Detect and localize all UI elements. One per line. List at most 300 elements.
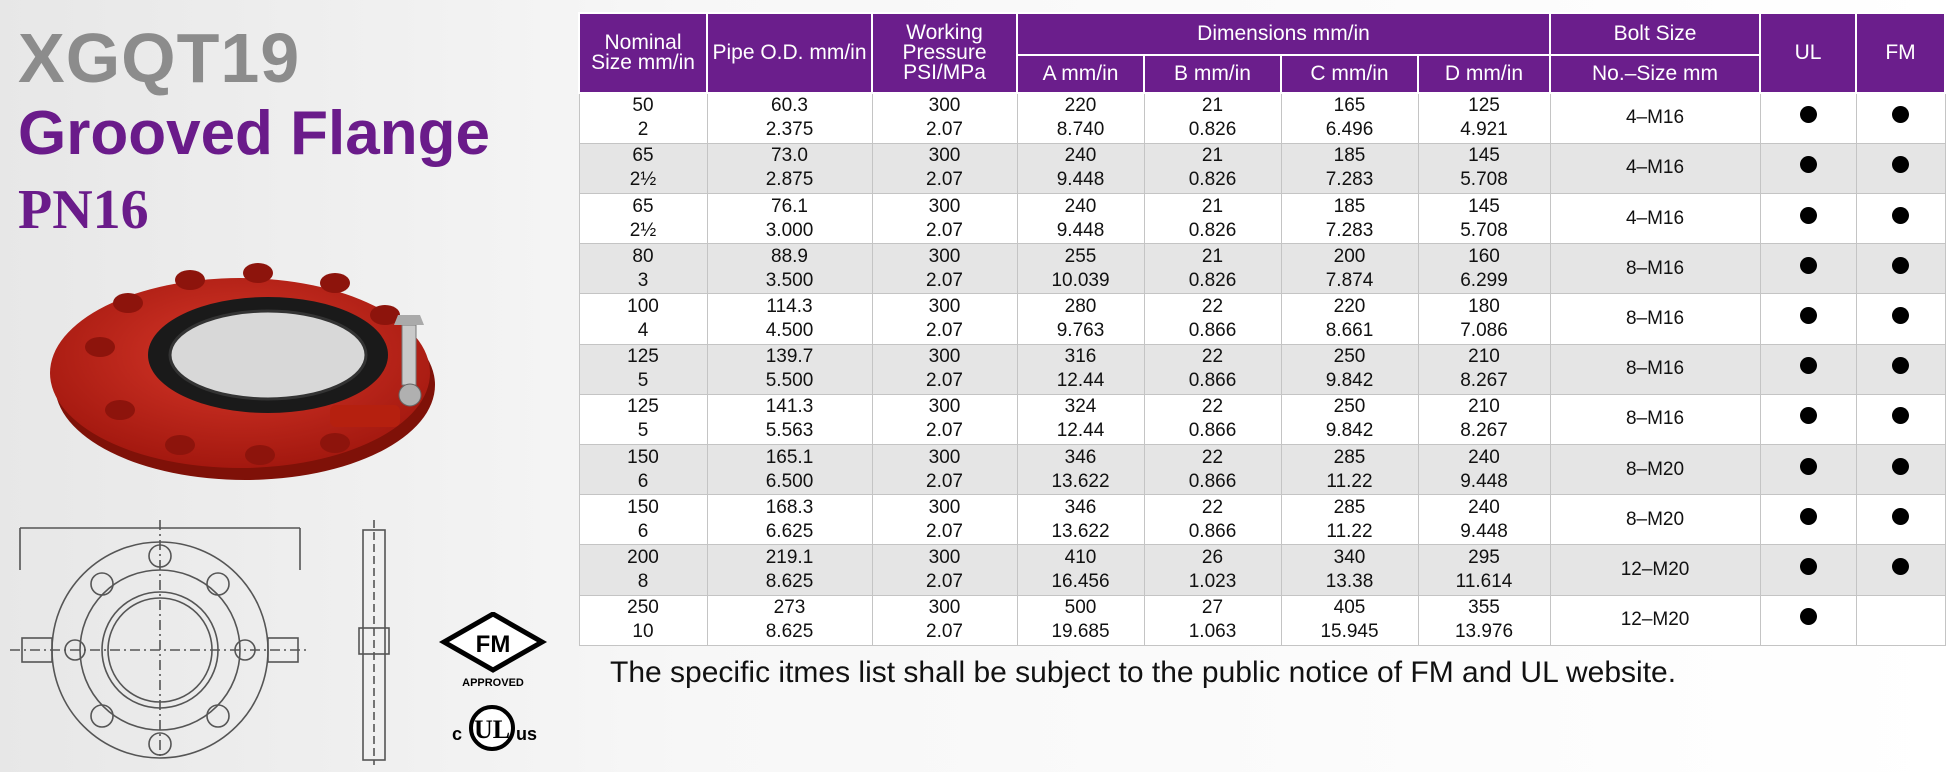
fm-listed-dot-icon xyxy=(1892,207,1909,224)
fm-listed-dot-icon xyxy=(1892,307,1909,324)
cell-dim-d-value: 7.086 xyxy=(1460,319,1508,341)
cell-dim-b xyxy=(1144,445,1281,495)
cell-dim-a-value: 346 xyxy=(1064,446,1097,468)
header-nominal-size: Nominal Size mm/in xyxy=(579,13,707,93)
cell-dim-b-value: 0.866 xyxy=(1188,520,1237,542)
cell-dim-d-value: 9.448 xyxy=(1460,470,1508,492)
cell-ul-listed xyxy=(1760,595,1856,645)
cell-pipe-od-value: 219.1 xyxy=(765,547,814,569)
cell-dim-d-value: 6.299 xyxy=(1460,269,1508,291)
cell-working-pressure-value: 2.07 xyxy=(926,319,963,341)
cell-bolt-size: 4–M16 xyxy=(1550,193,1760,243)
cell-pipe-od-value: 60.3 xyxy=(771,95,808,117)
cell-fm-listed xyxy=(1856,244,1945,294)
cell-nominal-size-value: 3 xyxy=(637,269,649,291)
cell-working-pressure-value: 300 xyxy=(928,245,961,267)
cell-pipe-od xyxy=(707,93,872,143)
cell-dim-d-value: 4.921 xyxy=(1460,119,1508,141)
ul-listed-dot-icon xyxy=(1800,407,1817,424)
ul-us-mark: us xyxy=(516,724,538,744)
cell-bolt-size: 12–M20 xyxy=(1550,545,1760,595)
cell-working-pressure-value: 300 xyxy=(928,346,961,368)
cell-fm-listed xyxy=(1856,595,1945,645)
cell-dim-b-value: 22 xyxy=(1201,496,1224,518)
cell-nominal-size-value: 6 xyxy=(637,520,649,542)
cell-nominal-size xyxy=(579,344,707,394)
cell-dim-a-value: 220 xyxy=(1064,95,1097,117)
culus-logo xyxy=(448,700,558,752)
cell-pipe-od-value: 6.625 xyxy=(765,520,814,542)
cell-dim-b-value: 0.866 xyxy=(1188,370,1237,392)
cell-working-pressure-value: 300 xyxy=(928,95,961,117)
table-row xyxy=(579,445,1945,495)
cell-dim-d-value: 295 xyxy=(1468,547,1500,569)
cell-nominal-size xyxy=(579,495,707,545)
cell-pipe-od-value: 3.000 xyxy=(765,219,814,241)
ul-c-mark: c xyxy=(452,724,463,744)
ul-listed-dot-icon xyxy=(1800,608,1817,625)
cell-dim-a-value: 240 xyxy=(1064,195,1097,217)
cell-nominal-size-value: 2 xyxy=(637,119,649,141)
cell-dim-b-value: 21 xyxy=(1201,95,1224,117)
product-panel xyxy=(0,0,580,772)
cell-fm-listed xyxy=(1856,143,1945,193)
cell-ul-listed xyxy=(1760,495,1856,545)
cell-dim-d-value: 5.708 xyxy=(1460,169,1508,191)
cell-dim-a-value: 13.622 xyxy=(1051,520,1110,542)
cell-pipe-od-value: 76.1 xyxy=(771,195,808,217)
cell-dim-a xyxy=(1017,595,1144,645)
cell-dim-a xyxy=(1017,495,1144,545)
table-row xyxy=(579,495,1945,545)
fm-listed-dot-icon xyxy=(1892,508,1909,525)
cell-dim-d-value: 240 xyxy=(1468,446,1500,468)
cell-fm-listed xyxy=(1856,394,1945,444)
cell-dim-c xyxy=(1281,394,1418,444)
cell-dim-a-value: 280 xyxy=(1064,295,1097,317)
cell-dim-b-value: 22 xyxy=(1201,446,1224,468)
cell-dim-a-value: 324 xyxy=(1064,396,1097,418)
ul-listed-dot-icon xyxy=(1800,458,1817,475)
cell-nominal-size-value: 125 xyxy=(627,396,659,418)
cell-pipe-od-value: 114.3 xyxy=(766,295,813,317)
cell-dim-c xyxy=(1281,445,1418,495)
cell-fm-listed xyxy=(1856,495,1945,545)
cell-bolt-size: 12–M20 xyxy=(1550,595,1760,645)
cell-pipe-od-value: 8.625 xyxy=(765,571,814,593)
cell-dim-c-value: 7.283 xyxy=(1325,169,1374,191)
cell-ul-listed xyxy=(1760,394,1856,444)
header-bolt-no-size: No.–Size mm xyxy=(1550,55,1760,93)
cell-dim-c xyxy=(1281,595,1418,645)
table-row xyxy=(579,344,1945,394)
cell-nominal-size xyxy=(579,193,707,243)
cell-nominal-size-value: 50 xyxy=(632,95,654,117)
cell-working-pressure-value: 2.07 xyxy=(926,370,963,392)
cell-dim-c-value: 15.945 xyxy=(1320,621,1379,643)
cell-dim-a-value: 9.763 xyxy=(1056,319,1105,341)
ul-listed-dot-icon xyxy=(1800,558,1817,575)
cell-dim-d-value: 210 xyxy=(1468,346,1500,368)
cell-nominal-size-value: 80 xyxy=(632,245,654,267)
cell-dim-c-value: 200 xyxy=(1333,245,1366,267)
fm-approved-logo xyxy=(438,612,548,690)
cell-pipe-od-value: 3.500 xyxy=(765,269,814,291)
cell-working-pressure-value: 300 xyxy=(928,145,961,167)
cell-pipe-od-value: 5.563 xyxy=(765,420,814,442)
cell-dim-a xyxy=(1017,394,1144,444)
cell-pipe-od-value: 273 xyxy=(773,597,806,619)
flange-front-drawing xyxy=(10,510,310,765)
fm-listed-dot-icon xyxy=(1892,257,1909,274)
cell-pipe-od-value: 141.3 xyxy=(765,396,814,418)
fm-logo-text: FM xyxy=(475,631,511,658)
cell-working-pressure-value: 2.07 xyxy=(926,169,963,191)
cell-nominal-size-value: 2½ xyxy=(629,219,657,241)
cell-working-pressure-value: 2.07 xyxy=(926,119,963,141)
cell-working-pressure-value: 2.07 xyxy=(926,470,963,492)
cell-working-pressure xyxy=(872,545,1017,595)
cell-dim-d xyxy=(1418,595,1550,645)
cell-dim-b-value: 0.826 xyxy=(1188,269,1237,291)
cell-pipe-od xyxy=(707,545,872,595)
cell-pipe-od xyxy=(707,193,872,243)
cell-dim-a xyxy=(1017,545,1144,595)
cell-pipe-od xyxy=(707,394,872,444)
cell-nominal-size-value: 150 xyxy=(627,496,659,518)
cell-nominal-size xyxy=(579,394,707,444)
cell-working-pressure xyxy=(872,193,1017,243)
header-dimensions: Dimensions mm/in xyxy=(1017,13,1550,55)
cell-dim-c-value: 285 xyxy=(1333,446,1366,468)
specification-rows xyxy=(579,93,1945,646)
table-row xyxy=(579,394,1945,444)
table-row xyxy=(579,143,1945,193)
cell-ul-listed xyxy=(1760,545,1856,595)
cell-dim-d xyxy=(1418,495,1550,545)
cell-dim-d-value: 9.448 xyxy=(1460,520,1508,542)
cell-dim-c-value: 9.842 xyxy=(1325,420,1374,442)
cell-dim-b xyxy=(1144,93,1281,143)
header-dim-d: D mm/in xyxy=(1418,55,1550,93)
cell-nominal-size-value: 150 xyxy=(627,446,659,468)
footnote: The specific itmes list shall be subject to the public notice of FM and UL website. xyxy=(610,656,1677,689)
cell-pipe-od xyxy=(707,143,872,193)
ul-listed-dot-icon xyxy=(1800,207,1817,224)
ul-listed-dot-icon xyxy=(1800,508,1817,525)
cell-dim-c-value: 13.38 xyxy=(1325,571,1374,593)
cell-nominal-size xyxy=(579,445,707,495)
cell-dim-a-value: 10.039 xyxy=(1051,269,1110,291)
cell-bolt-size: 8–M20 xyxy=(1550,445,1760,495)
cell-dim-d-value: 8.267 xyxy=(1460,370,1508,392)
cell-dim-b xyxy=(1144,495,1281,545)
cell-dim-b-value: 21 xyxy=(1201,245,1224,267)
cell-dim-d xyxy=(1418,93,1550,143)
cell-nominal-size-value: 5 xyxy=(637,420,649,442)
cell-dim-b xyxy=(1144,143,1281,193)
cell-pipe-od xyxy=(707,445,872,495)
product-name: Grooved Flange xyxy=(18,99,490,168)
cell-working-pressure-value: 2.07 xyxy=(926,571,963,593)
product-rating: PN16 xyxy=(18,179,149,241)
cell-dim-b-value: 0.826 xyxy=(1188,169,1237,191)
cell-nominal-size-value: 65 xyxy=(632,195,654,217)
cell-bolt-size: 4–M16 xyxy=(1550,93,1760,143)
table-row xyxy=(579,294,1945,344)
cell-dim-b-value: 22 xyxy=(1201,396,1224,418)
cell-working-pressure-value: 2.07 xyxy=(926,219,963,241)
cell-dim-c xyxy=(1281,344,1418,394)
cell-dim-b xyxy=(1144,344,1281,394)
cell-bolt-size: 8–M16 xyxy=(1550,394,1760,444)
cell-working-pressure xyxy=(872,595,1017,645)
ul-listed-dot-icon xyxy=(1800,357,1817,374)
cell-dim-c xyxy=(1281,143,1418,193)
cell-dim-d-value: 210 xyxy=(1468,396,1500,418)
cell-dim-a xyxy=(1017,344,1144,394)
cell-dim-b-value: 21 xyxy=(1201,195,1224,217)
cell-working-pressure xyxy=(872,244,1017,294)
cell-dim-b-value: 0.866 xyxy=(1188,470,1237,492)
cell-dim-a-value: 13.622 xyxy=(1051,470,1110,492)
cell-bolt-size: 8–M16 xyxy=(1550,294,1760,344)
cell-nominal-size-value: 2½ xyxy=(629,169,657,191)
cell-nominal-size-value: 8 xyxy=(637,571,649,593)
cell-dim-c xyxy=(1281,495,1418,545)
cell-dim-c xyxy=(1281,93,1418,143)
cell-dim-d xyxy=(1418,344,1550,394)
cell-pipe-od xyxy=(707,294,872,344)
cell-dim-a-value: 316 xyxy=(1064,346,1097,368)
cell-pipe-od xyxy=(707,344,872,394)
cell-dim-d-value: 8.267 xyxy=(1460,420,1508,442)
cell-nominal-size-value: 6 xyxy=(637,470,649,492)
cell-dim-b xyxy=(1144,595,1281,645)
specification-table xyxy=(578,12,1946,646)
cell-dim-c xyxy=(1281,294,1418,344)
header-working-pressure: Working Pressure PSI/MPa xyxy=(872,13,1017,93)
cell-dim-b-value: 27 xyxy=(1201,597,1224,619)
cell-pipe-od xyxy=(707,495,872,545)
cell-ul-listed xyxy=(1760,244,1856,294)
cell-dim-b-value: 0.826 xyxy=(1188,119,1237,141)
table-row xyxy=(579,595,1945,645)
cell-dim-c xyxy=(1281,244,1418,294)
table-row xyxy=(579,244,1945,294)
cell-dim-c-value: 340 xyxy=(1333,547,1366,569)
cell-dim-d xyxy=(1418,394,1550,444)
cell-pipe-od-value: 73.0 xyxy=(771,145,808,167)
cell-working-pressure-value: 300 xyxy=(928,547,961,569)
cell-nominal-size-value: 250 xyxy=(627,597,659,619)
cell-dim-a xyxy=(1017,294,1144,344)
cell-working-pressure-value: 2.07 xyxy=(926,621,963,643)
cell-dim-c-value: 250 xyxy=(1333,346,1366,368)
cell-dim-c xyxy=(1281,193,1418,243)
cell-pipe-od xyxy=(707,595,872,645)
cell-working-pressure xyxy=(872,495,1017,545)
cell-ul-listed xyxy=(1760,445,1856,495)
cell-working-pressure-value: 2.07 xyxy=(926,520,963,542)
cell-dim-b-value: 0.826 xyxy=(1188,219,1237,241)
ul-listed-dot-icon xyxy=(1800,156,1817,173)
cell-nominal-size xyxy=(579,93,707,143)
cell-pipe-od xyxy=(707,244,872,294)
cell-working-pressure-value: 300 xyxy=(928,396,961,418)
cell-pipe-od-value: 139.7 xyxy=(765,346,814,368)
cell-dim-d xyxy=(1418,445,1550,495)
cell-dim-b xyxy=(1144,294,1281,344)
cell-working-pressure-value: 2.07 xyxy=(926,420,963,442)
cell-dim-c-value: 165 xyxy=(1333,95,1366,117)
header-dim-c: C mm/in xyxy=(1281,55,1418,93)
cell-dim-b xyxy=(1144,244,1281,294)
cell-nominal-size-value: 65 xyxy=(632,145,654,167)
cell-nominal-size xyxy=(579,545,707,595)
cell-dim-c-value: 11.22 xyxy=(1326,520,1373,542)
cell-dim-d-value: 11.614 xyxy=(1455,571,1513,593)
fm-listed-dot-icon xyxy=(1892,156,1909,173)
cell-fm-listed xyxy=(1856,294,1945,344)
cell-dim-b-value: 26 xyxy=(1201,547,1224,569)
cell-dim-d xyxy=(1418,143,1550,193)
cell-nominal-size-value: 200 xyxy=(627,547,659,569)
cell-nominal-size-value: 100 xyxy=(627,295,659,317)
cell-dim-a-value: 8.740 xyxy=(1056,119,1105,141)
cell-dim-b-value: 1.023 xyxy=(1188,571,1237,593)
cell-pipe-od-value: 5.500 xyxy=(765,370,814,392)
cell-dim-b xyxy=(1144,394,1281,444)
cell-pipe-od-value: 2.875 xyxy=(765,169,814,191)
cell-nominal-size-value: 4 xyxy=(637,319,649,341)
cell-dim-d-value: 145 xyxy=(1468,145,1500,167)
cell-dim-d xyxy=(1418,294,1550,344)
cell-ul-listed xyxy=(1760,294,1856,344)
cell-dim-c-value: 6.496 xyxy=(1325,119,1374,141)
flange-photo-image xyxy=(30,255,450,495)
cell-dim-b-value: 22 xyxy=(1201,346,1224,368)
cell-dim-a-value: 16.456 xyxy=(1051,571,1110,593)
cell-working-pressure xyxy=(872,294,1017,344)
fm-listed-dot-icon xyxy=(1892,558,1909,575)
cell-bolt-size: 4–M16 xyxy=(1550,143,1760,193)
fm-listed-dot-icon xyxy=(1892,357,1909,374)
table-row xyxy=(579,93,1945,143)
header-pipe-od: Pipe O.D. mm/in xyxy=(707,13,872,93)
cell-nominal-size xyxy=(579,294,707,344)
cell-pipe-od-value: 168.3 xyxy=(765,496,814,518)
fm-approved-text: APPROVED xyxy=(462,677,524,689)
cell-bolt-size: 8–M20 xyxy=(1550,495,1760,545)
cell-dim-c-value: 7.874 xyxy=(1325,269,1374,291)
header-dim-a: A mm/in xyxy=(1017,55,1144,93)
cell-pipe-od-value: 165.1 xyxy=(765,446,814,468)
cell-dim-a-value: 9.448 xyxy=(1056,169,1105,191)
ul-listed-dot-icon xyxy=(1800,257,1817,274)
ul-listed-dot-icon xyxy=(1800,106,1817,123)
cell-bolt-size: 8–M16 xyxy=(1550,344,1760,394)
cell-working-pressure-value: 300 xyxy=(928,496,961,518)
cell-working-pressure xyxy=(872,143,1017,193)
cell-dim-c-value: 185 xyxy=(1333,145,1366,167)
cell-dim-a xyxy=(1017,143,1144,193)
cell-dim-c-value: 250 xyxy=(1333,396,1366,418)
cell-dim-d-value: 355 xyxy=(1468,597,1500,619)
cell-dim-a xyxy=(1017,93,1144,143)
fm-listed-dot-icon xyxy=(1892,106,1909,123)
cell-working-pressure-value: 2.07 xyxy=(926,269,963,291)
cell-dim-d-value: 160 xyxy=(1468,245,1500,267)
cell-dim-c-value: 285 xyxy=(1333,496,1366,518)
cell-fm-listed xyxy=(1856,93,1945,143)
cell-ul-listed xyxy=(1760,93,1856,143)
cell-nominal-size-value: 5 xyxy=(637,370,649,392)
cell-dim-c-value: 220 xyxy=(1333,295,1366,317)
cell-nominal-size-value: 125 xyxy=(627,346,659,368)
cell-dim-b-value: 1.063 xyxy=(1188,621,1237,643)
cell-dim-a-value: 9.448 xyxy=(1056,219,1105,241)
cell-ul-listed xyxy=(1760,143,1856,193)
cell-working-pressure xyxy=(872,344,1017,394)
cell-fm-listed xyxy=(1856,445,1945,495)
cell-dim-d-value: 13.976 xyxy=(1454,621,1514,643)
fm-listed-dot-icon xyxy=(1892,407,1909,424)
cell-pipe-od-value: 6.500 xyxy=(765,470,814,492)
cell-dim-b xyxy=(1144,193,1281,243)
header-bolt-size: Bolt Size xyxy=(1550,13,1760,55)
table-row xyxy=(579,545,1945,595)
cell-dim-d xyxy=(1418,193,1550,243)
cell-dim-c-value: 405 xyxy=(1333,597,1366,619)
cell-dim-c-value: 9.842 xyxy=(1325,370,1374,392)
cell-dim-b xyxy=(1144,545,1281,595)
ul-listed-dot-icon xyxy=(1800,307,1817,324)
cell-dim-d-value: 180 xyxy=(1468,295,1500,317)
cell-dim-a-value: 240 xyxy=(1064,145,1097,167)
cell-fm-listed xyxy=(1856,545,1945,595)
cell-dim-a-value: 346 xyxy=(1064,496,1097,518)
cell-ul-listed xyxy=(1760,193,1856,243)
cell-working-pressure-value: 300 xyxy=(928,195,961,217)
cell-dim-d xyxy=(1418,244,1550,294)
product-code: XGQT19 xyxy=(18,19,301,97)
cell-dim-c-value: 7.283 xyxy=(1325,219,1374,241)
cell-dim-d xyxy=(1418,545,1550,595)
cell-dim-b-value: 22 xyxy=(1201,295,1224,317)
fm-listed-dot-icon xyxy=(1892,458,1909,475)
cell-dim-a-value: 255 xyxy=(1064,245,1097,267)
cell-dim-a-value: 500 xyxy=(1064,597,1097,619)
cell-pipe-od-value: 2.375 xyxy=(765,119,814,141)
header-dim-b: B mm/in xyxy=(1144,55,1281,93)
cell-dim-a-value: 12.44 xyxy=(1056,370,1105,392)
header-ul: UL xyxy=(1760,13,1856,93)
cell-dim-c xyxy=(1281,545,1418,595)
cell-working-pressure-value: 300 xyxy=(928,295,961,317)
cell-dim-d-value: 125 xyxy=(1468,95,1500,117)
cell-working-pressure xyxy=(872,394,1017,444)
cell-fm-listed xyxy=(1856,193,1945,243)
cell-dim-a-value: 410 xyxy=(1064,547,1097,569)
cell-dim-b-value: 0.866 xyxy=(1188,319,1237,341)
cell-dim-a-value: 19.685 xyxy=(1051,621,1110,643)
cell-pipe-od-value: 88.9 xyxy=(771,245,808,267)
cell-nominal-size xyxy=(579,244,707,294)
cell-bolt-size: 8–M16 xyxy=(1550,244,1760,294)
cell-pipe-od-value: 4.500 xyxy=(765,319,814,341)
cell-working-pressure xyxy=(872,93,1017,143)
